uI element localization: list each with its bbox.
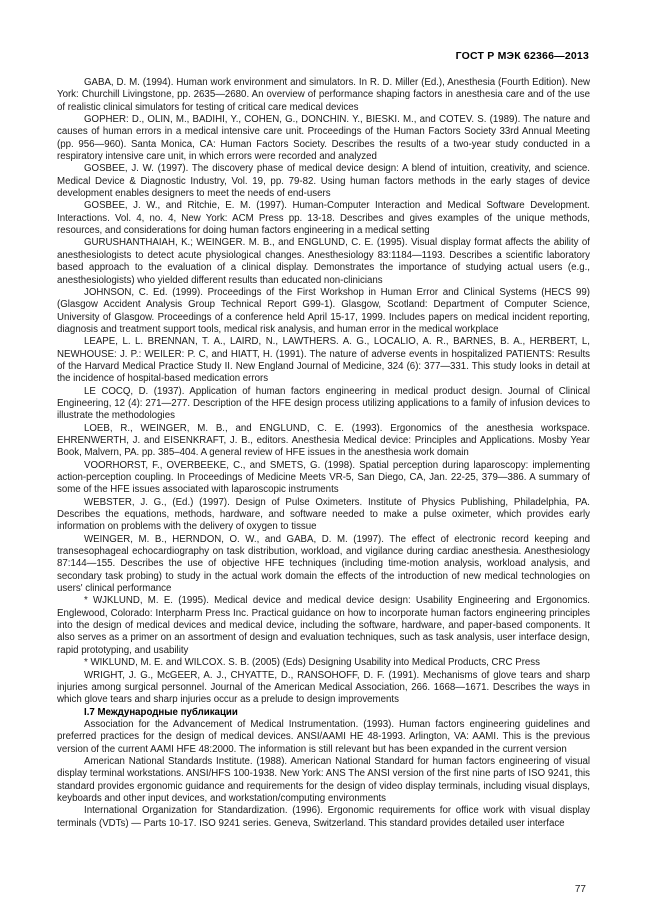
reference-paragraph: LOEB, R., WEINGER, M. B., and ENGLUND, C. E. (1993). Ergonomics of the anesthesia workspace. EHRENWERTH, J. and EISENKRAFT, J. B., editors. Anesthesia Medical device: Principles and Applications. Mosby Year Book, Malvern, PA. pp. 385–404. A general review of HFE issues in the anesthesia work domain — [57, 422, 590, 459]
section-heading: I.7 Международные публикации — [84, 706, 238, 718]
references-list — [57, 77, 590, 830]
reference-paragraph: LE COCQ, D. (1937). Application of human factors engineering in medical product design. Journal of Clinical Engineering, 12 (4): 271—277. Description of the HFE design process utilizing applications to a family of infusion devices to illustrate the methodologies — [57, 385, 590, 422]
reference-paragraph: JOHNSON, C. Ed. (1999). Proceedings of the First Workshop in Human Error and Clinical Systems (HECS 99) (Glasgow Accident Analysis Group Technical Report G99-1). Glasgow, Scotland: Department of Computer Science, University of Glasgow. Proceedings of a conference held April 15-17, 1999. Includes papers on medical incident reporting, diagnosis and treatment support tools, medical risk analysis, and human error in the medical workplace — [57, 286, 590, 335]
reference-paragraph: WEINGER, M. B., HERNDON, O. W., and GABA, D. M. (1997). The effect of electronic record keeping and transesophageal echocardiography on task distribution, workload, and vigilance during cardiac anesthesia. Anesthesiology 87:144—155. Describes the use of objective HFE techniques (including time-motion analysis, workload analysis, and secondary task probing) to study in the actual work domain the effects of the introduction of new medical technologies on users' clinical performance — [57, 533, 590, 595]
reference-paragraph: International Organization for Standardization. (1996). Ergonomic requirements for office work with visual display terminals (VDTs) — Parts 10-17. ISO 9241 series. Geneva, Switzerland. This standard provides detailed user interface — [57, 805, 590, 829]
page-number: 77 — [574, 884, 586, 895]
reference-paragraph: * WJKLUND, M. E. (1995). Medical device and medical device design: Usability Engineering and Ergonomics. Englewood, Colorado: Interpharm Press Inc. Practical guidance on how to incorporate human factors engineering principles into the design of medical devices and medical device, including the software, hardware, and paper-based components. It also serves as a primer on an assortment of design and evaluation techniques, such as task analysis, user interface design, rapid prototyping, and usability — [57, 595, 590, 656]
document-header-title: ГОСТ Р МЭК 62366—2013 — [455, 50, 589, 62]
reference-paragraph: GURUSHANTHAIAH, K.; WEINGER. M. B., and ENGLUND, C. E. (1995). Visual display format affects the ability of anesthesiologists to detect acute physiological changes. Anesthesiology 83:1184—1193. Describes a scientific laboratory based approach to the evaluation of a clinical display. Demonstrates the importance of studying actual users (e.g., anesthesiologists) who yielded different results than educated non-clinicians — [57, 237, 590, 286]
reference-paragraph: GOSBEE, J. W. (1997). The discovery phase of medical device design: A blend of intuition, creativity, and science. Medical Device & Diagnostic Industry, Vol. 19, pp. 79-82. Using human factors methods in the early stages of device development enables designers to meet the needs of end-users — [57, 163, 590, 200]
reference-paragraph: GOSBEE, J. W., and Ritchie, E. M. (1997). Human-Computer Interaction and Medical Software Development. Interactions. Vol. 4, no. 4, New York: ACM Press pp. 13-18. Describes and gives examples of the unique methods, resources, and considerations for doing human factors engineering in a medical setting — [57, 200, 590, 237]
reference-paragraph: American National Standards Institute. (1988). American National Standard for human factors engineering of visual display terminal workstations. ANSI/HFS 100-1938. New York: ANS The ANSI version of the first nine parts of ISO 9241, this standard provides ergonomic guidance and requirements for the design of video display terminals, including visual displays, keyboards and other input devices, and workstation/computing environments — [57, 755, 590, 804]
reference-paragraph: VOORHORST, F., OVERBEEKE, C., and SMETS, G. (1998). Spatial perception during laparoscopy: implementing action-perception coupling. In Proceedings of Medicine Meets VR-5, San Diego, CA, Jan. 22-25, 379—386. A summary of some of the HFE issues associated with laparoscopic instruments — [57, 459, 590, 496]
reference-paragraph: * WIKLUND, M. E. and WILCOX. S. B. (2005) (Eds) Designing Usability into Medical Products, CRC Press — [84, 657, 540, 669]
reference-paragraph: WEBSTER, J. G., (Ed.) (1997). Design of Pulse Oximeters. Institute of Physics Publishing, Philadelphia, PA. Describes the equations, methods, hardware, and software needed to make a pulse oximeter, which provides early information on problems with the delivery of oxygen to tissue — [57, 496, 590, 533]
reference-paragraph: WRIGHT, J. G., McGEER, A. J., CHYATTE, D., RANSOHOFF, D. F. (1991). Mechanisms of glove tears and sharp injuries among surgical personnel. Journal of the American Medical Association, 266. 1668—1671. Describes the ways in which glove tears and sharp injuries occur as a prelude to design improvements — [57, 669, 590, 706]
reference-paragraph: LEAPE, L. L. BRENNAN, T. A., LAIRD, N., LAWTHERS. A. G., LOCALIO, A. R., BARNES, B. A., HERBERT, L, NEWHOUSE: J. P.: WEILER: P. C, and HIATT, H. (1991). The nature of adverse events in hospitalized PATIENTS: Results of the Harvard Medical Practice Study II. New England Journal of Medicine, 324 (6): 377—331. This study looks in detail at the incidence of hospital-based medication errors — [57, 336, 590, 385]
reference-paragraph: GOPHER: D., OLIN, M., BADIHI, Y., COHEN, G., DONCHIN. Y., BIESKI. M., and COTEV. S. (1989). The nature and causes of human errors in a medical intensive care unit. Proceedings of the Human Factors Society 33rd Annual Meeting (pp. 956—960). Santa Monica, CA: Human Factors Society. Describes the results of a two-year study conducted in a respiratory intensive care unit, in which errors were recorded and analyzed — [57, 114, 590, 163]
reference-paragraph: Association for the Advancement of Medical Instrumentation. (1993). Human factors engineering guidelines and preferred practices for the design of medical devices. ANSI/AAMI HE 48-1993. Arlington, VA: AAMI. This is the previous version of the current AAMI HFE 48:2000. The information is still relevant but has been expanded in the current version — [57, 718, 590, 755]
reference-paragraph: GABA, D. M. (1994). Human work environment and simulators. In R. D. Miller (Ed.), Anesthesia (Fourth Edition). New York: Churchill Livingstone, pp. 2635—2680. An overview of performance shaping factors in anesthesia care and of the use of realistic clinical simulators for testing of critical care medical devices — [57, 77, 590, 113]
